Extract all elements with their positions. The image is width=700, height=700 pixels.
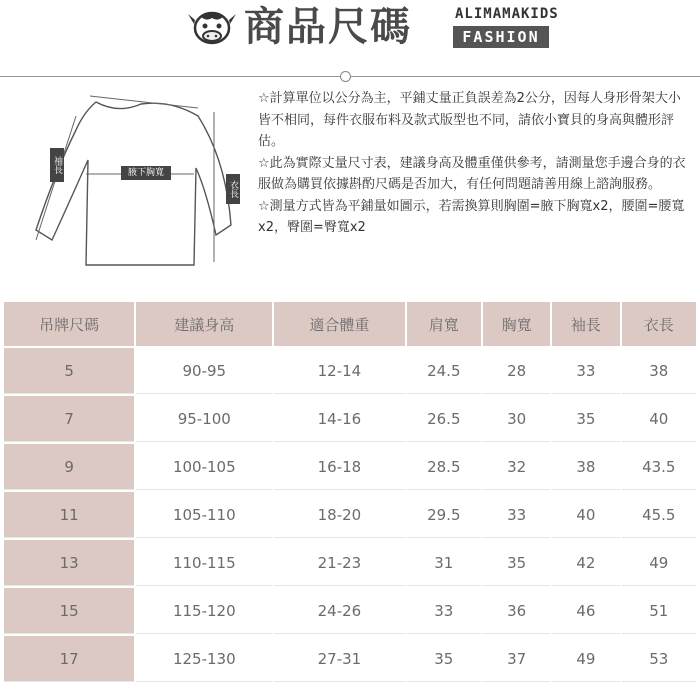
cell-size: 15 bbox=[4, 588, 134, 634]
cell: 33 bbox=[483, 492, 550, 538]
cell: 33 bbox=[552, 348, 619, 394]
cell: 105-110 bbox=[136, 492, 272, 538]
cell: 42 bbox=[552, 540, 619, 586]
cell: 115-120 bbox=[136, 588, 272, 634]
notes-block bbox=[258, 88, 688, 239]
cell: 38 bbox=[552, 444, 619, 490]
shirt-outline-icon bbox=[26, 90, 256, 280]
table-row bbox=[4, 636, 696, 682]
cell: 32 bbox=[483, 444, 550, 490]
table-row bbox=[4, 348, 696, 394]
cell: 35 bbox=[407, 636, 481, 682]
note-item: ☆測量方式皆為平鋪量如圖示，若需換算則胸圍=腋下胸寬x2，腰圍=腰寬x2，臀圍=臀寬x2 bbox=[258, 198, 685, 235]
cell-size: 9 bbox=[4, 444, 134, 490]
divider-dot bbox=[340, 71, 351, 82]
table-row bbox=[4, 492, 696, 538]
table-row bbox=[4, 540, 696, 586]
cell: 110-115 bbox=[136, 540, 272, 586]
header-sleeve: 袖長 bbox=[552, 302, 619, 346]
cell-size: 7 bbox=[4, 396, 134, 442]
cell-size: 11 bbox=[4, 492, 134, 538]
sleeve-label: 袖長 bbox=[50, 148, 64, 182]
note-item: ☆計算單位以公分為主，平鋪丈量正負誤差為2公分，因每人身形骨架大小皆不相同，每件衣服布料及款式版型也不同，請依小寶貝的身高與體形評估。 bbox=[258, 91, 681, 149]
page-header bbox=[0, 0, 700, 60]
cell: 36 bbox=[483, 588, 550, 634]
table-header-row bbox=[4, 302, 696, 346]
cell-size: 13 bbox=[4, 540, 134, 586]
cell-size: 17 bbox=[4, 636, 134, 682]
cell: 40 bbox=[622, 396, 696, 442]
cell: 49 bbox=[622, 540, 696, 586]
cell: 24.5 bbox=[407, 348, 481, 394]
cell: 30 bbox=[483, 396, 550, 442]
table-row bbox=[4, 588, 696, 634]
header-shoulder: 肩寬 bbox=[407, 302, 481, 346]
cell: 14-16 bbox=[274, 396, 404, 442]
table-row bbox=[4, 396, 696, 442]
cell: 90-95 bbox=[136, 348, 272, 394]
cell: 46 bbox=[552, 588, 619, 634]
length-label: 衣長 bbox=[226, 174, 240, 204]
size-table bbox=[2, 300, 698, 684]
cell: 45.5 bbox=[622, 492, 696, 538]
cell: 43.5 bbox=[622, 444, 696, 490]
cow-face-icon bbox=[186, 6, 238, 48]
cell: 49 bbox=[552, 636, 619, 682]
cell: 21-23 bbox=[274, 540, 404, 586]
cell: 35 bbox=[483, 540, 550, 586]
fashion-badge: FASHION bbox=[453, 26, 549, 48]
header-length: 衣長 bbox=[622, 302, 696, 346]
table-row bbox=[4, 444, 696, 490]
cell: 33 bbox=[407, 588, 481, 634]
cell: 125-130 bbox=[136, 636, 272, 682]
cell: 53 bbox=[622, 636, 696, 682]
header-tag-size: 吊牌尺碼 bbox=[4, 302, 134, 346]
cell: 95-100 bbox=[136, 396, 272, 442]
cell: 27-31 bbox=[274, 636, 404, 682]
cell: 18-20 bbox=[274, 492, 404, 538]
cell: 28.5 bbox=[407, 444, 481, 490]
header-height: 建議身高 bbox=[136, 302, 272, 346]
garment-diagram bbox=[26, 90, 256, 280]
cell: 38 bbox=[622, 348, 696, 394]
cell: 26.5 bbox=[407, 396, 481, 442]
page-title: 商品尺碼 bbox=[244, 4, 412, 50]
header-chest: 胸寬 bbox=[483, 302, 550, 346]
chest-width-label: 腋下胸寬 bbox=[121, 166, 171, 180]
cell: 24-26 bbox=[274, 588, 404, 634]
cell-size: 5 bbox=[4, 348, 134, 394]
cell: 28 bbox=[483, 348, 550, 394]
cell: 16-18 bbox=[274, 444, 404, 490]
cell: 12-14 bbox=[274, 348, 404, 394]
brand-name: ALIMAMAKIDS bbox=[455, 6, 559, 22]
cell: 40 bbox=[552, 492, 619, 538]
cell: 51 bbox=[622, 588, 696, 634]
cell: 100-105 bbox=[136, 444, 272, 490]
cell: 31 bbox=[407, 540, 481, 586]
header-weight: 適合體重 bbox=[274, 302, 404, 346]
cell: 29.5 bbox=[407, 492, 481, 538]
cell: 35 bbox=[552, 396, 619, 442]
note-item: ☆此為實際丈量尺寸表，建議身高及體重僅供參考，請測量您手邊合身的衣服做為購買依據斟酌尺碼是否加大，有任何問題請善用線上諮詢服務。 bbox=[258, 155, 686, 192]
cell: 37 bbox=[483, 636, 550, 682]
